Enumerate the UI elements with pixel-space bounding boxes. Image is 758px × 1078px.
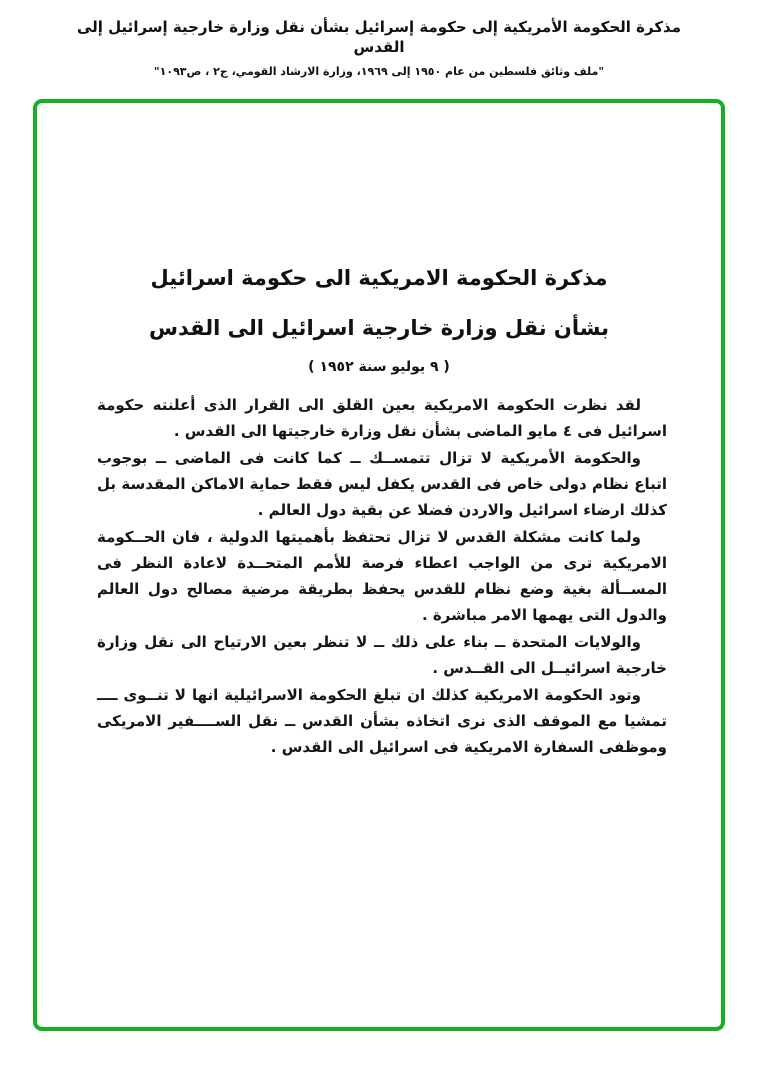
document-frame — [33, 99, 725, 1031]
paragraph: والحكومة الأمريكية لا تزال تتمســك ــ كما كانت فى الماضى ــ بوجوب اتباع نظام دولى خاص فى القدس يكفل ليس فقط حماية الاماكن المقدسة بل كذلك ارضاء اسرائيل والاردن فضلا عن بقية دول العالم . — [97, 449, 667, 519]
paragraph: والولايات المتحدة ــ بناء على ذلك ــ لا تنظر بعين الارتياح الى نقل وزارة خارجية اسرائيــل الى القــدس . — [97, 633, 667, 677]
paragraph: لقد نظرت الحكومة الامريكية بعين القلق الى القرار الذى أعلنته حكومة اسرائيل فى ٤ مايو الماضى بشأن نقل وزارة خارجيتها الى القدس . — [97, 396, 667, 440]
document-title-line-1: مذكرة الحكومة الامريكية الى حكومة اسرائيل — [150, 266, 608, 290]
document-body — [97, 392, 667, 760]
document-title-block — [37, 266, 721, 340]
paragraph: ولما كانت مشكلة القدس لا تزال تحتفظ بأهميتها الدولية ، فان الحــكومة الامريكية ترى من الواجب اعطاء فرصة للأمم المتحــدة لاعادة النظر فى المســألة بغية وضع نظام للقدس يحفظ بطريقة مرضية مصالح دول العالم والدول التى يهمها الامر مباشرة . — [97, 528, 667, 624]
citation-title: مذكرة الحكومة الأمريكية إلى حكومة إسرائيل بشأن نقل وزارة خارجية إسرائيل إلى القدس — [77, 18, 681, 56]
paragraph: وتود الحكومة الامريكية كذلك ان تبلغ الحكومة الاسرائيلية انها لا تنــوى ــــ تمشيا مع الموقف الذى نرى اتخاذه بشأن القدس ــ نقل الســــفير الامريكى وموظفى السفارة الامريكية فى اسرائيل الى القدس . — [97, 686, 667, 756]
citation-header — [0, 17, 758, 78]
citation-source: "ملف وثائق فلسطين من عام ١٩٥٠ إلى ١٩٦٩، وزارة الارشاد القومي، ج٢ ، ص١٠٩٣" — [153, 65, 605, 78]
document-title-line-2: بشأن نقل وزارة خارجية اسرائيل الى القدس — [148, 316, 609, 340]
document-date: ( ٩ يوليو سنة ١٩٥٢ ) — [308, 359, 450, 375]
